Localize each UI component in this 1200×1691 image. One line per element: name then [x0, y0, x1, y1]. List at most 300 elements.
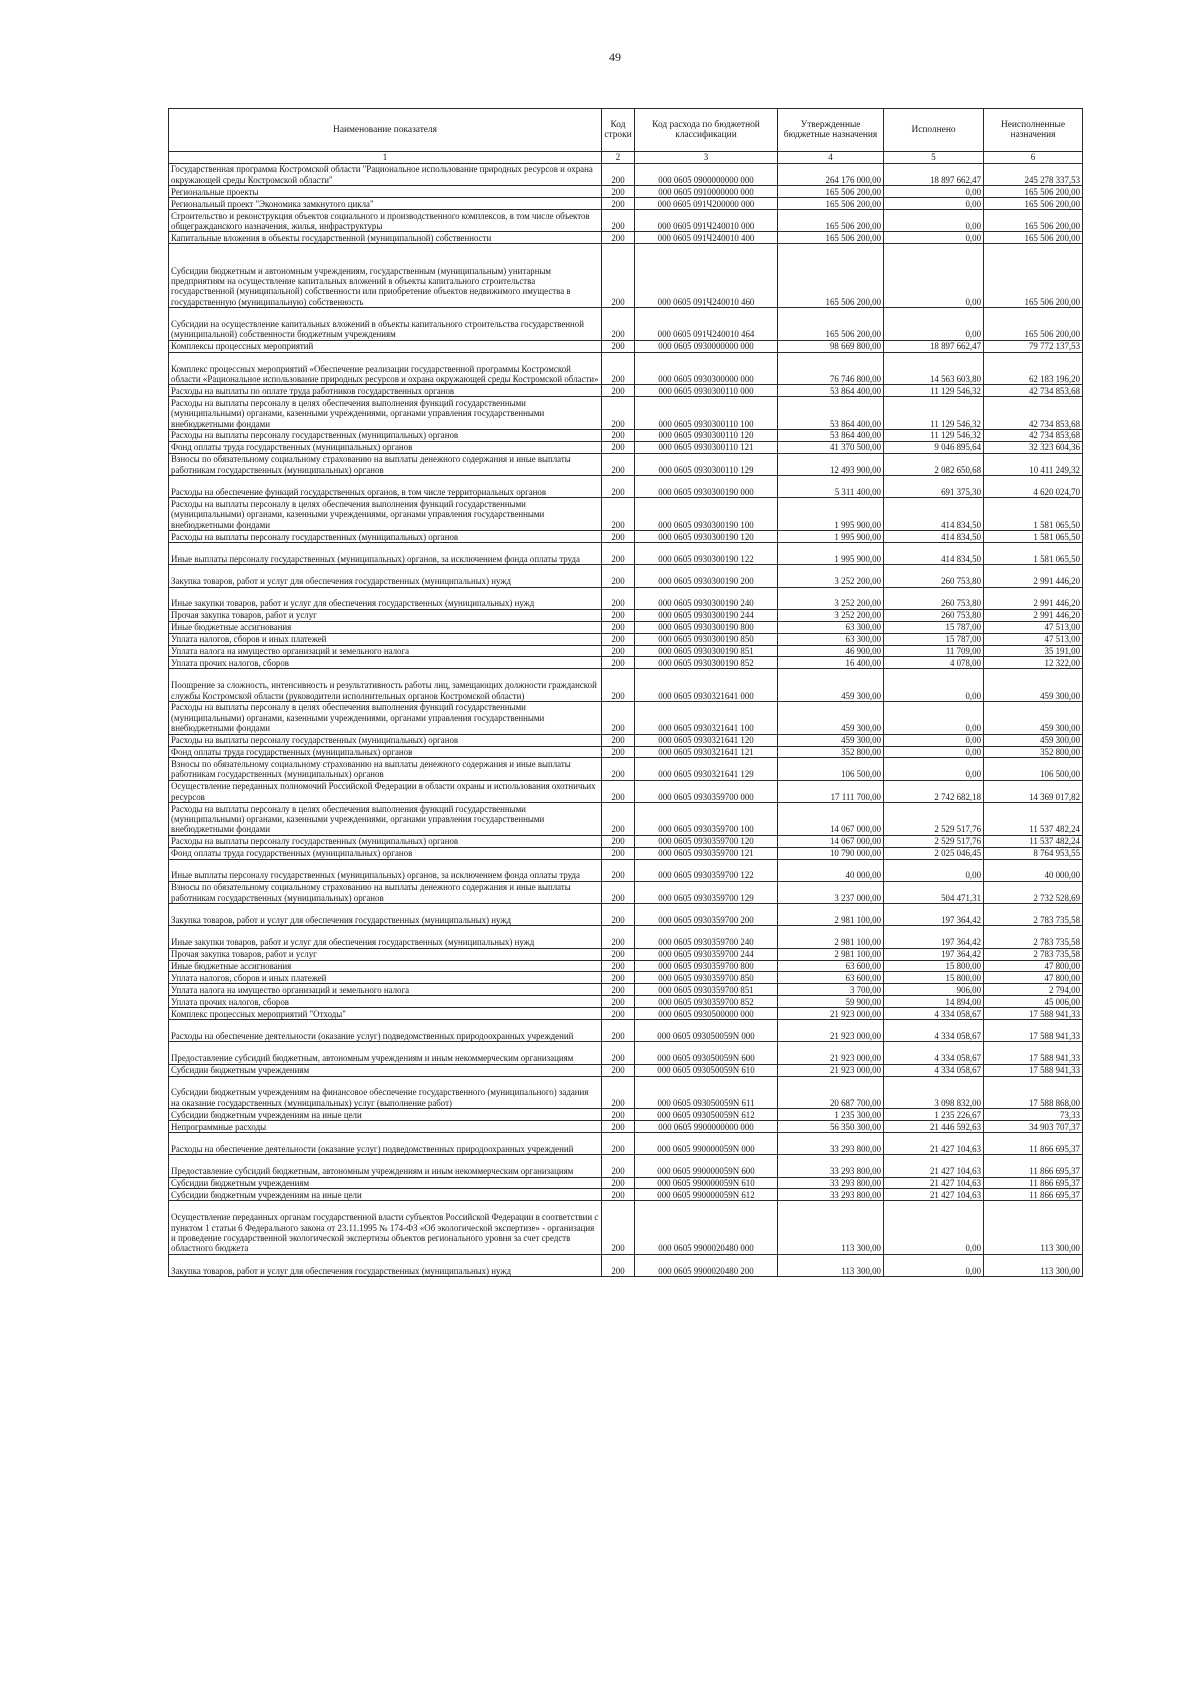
budget-code-cell: 000 0605 0930300000 000: [635, 352, 778, 385]
indicator-name-cell: Предоставление субсидий бюджетным, автономным учреждениям и иным некоммерческим организациям: [169, 1155, 602, 1177]
budget-code-cell: 000 0605 091Ч240010 000: [635, 210, 778, 232]
row-code-cell: 200: [602, 633, 635, 645]
budget-code-cell: 000 0605 0930359700 244: [635, 948, 778, 960]
executed-amount-cell: 2 742 682,18: [884, 780, 984, 802]
remaining-amount-cell: 165 506 200,00: [984, 186, 1083, 198]
approved-amount-cell: 165 506 200,00: [778, 210, 884, 232]
budget-code-cell: 000 0605 0930321641 100: [635, 701, 778, 734]
remaining-amount-cell: 42 734 853,68: [984, 430, 1083, 442]
table-row: [169, 1042, 1083, 1064]
indicator-name-cell: Прочая закупка товаров, работ и услуг: [169, 948, 602, 960]
row-code-cell: 200: [602, 210, 635, 232]
table-row: [169, 244, 1083, 308]
budget-code-cell: 000 0605 0930300190 120: [635, 531, 778, 543]
remaining-amount-cell: 459 300,00: [984, 701, 1083, 734]
indicator-name-cell: Взносы по обязательному социальному страхованию на выплаты денежного содержания и иные выплаты работникам государственных (муниципальных) органов: [169, 758, 602, 780]
approved-amount-cell: 21 923 000,00: [778, 1020, 884, 1042]
indicator-name-cell: Прочая закупка товаров, работ и услуг: [169, 609, 602, 621]
remaining-amount-cell: 1 581 065,50: [984, 498, 1083, 531]
row-code-cell: 200: [602, 1121, 635, 1133]
remaining-amount-cell: 47 800,00: [984, 960, 1083, 972]
remaining-amount-cell: 79 772 137,53: [984, 340, 1083, 352]
indicator-name-cell: Субсидии на осуществление капитальных вложений в объекты капитального строительства государственной (муниципальной) собственности бюджетным учреждениям: [169, 308, 602, 341]
row-code-cell: 200: [602, 1189, 635, 1201]
approved-amount-cell: 14 067 000,00: [778, 803, 884, 836]
row-code-cell: 200: [602, 803, 635, 836]
approved-amount-cell: 63 600,00: [778, 960, 884, 972]
executed-amount-cell: 0,00: [884, 746, 984, 758]
executed-amount-cell: 4 334 058,67: [884, 1008, 984, 1020]
row-code-cell: 200: [602, 1109, 635, 1121]
table-row: [169, 972, 1083, 984]
remaining-amount-cell: 17 588 868,00: [984, 1076, 1083, 1109]
remaining-amount-cell: 62 183 196,20: [984, 352, 1083, 385]
budget-code-cell: 000 0605 0930300110 129: [635, 453, 778, 475]
row-code-cell: 200: [602, 244, 635, 308]
row-code-cell: 200: [602, 1008, 635, 1020]
header-remaining: Неисполненные назначения: [984, 109, 1083, 152]
approved-amount-cell: 165 506 200,00: [778, 308, 884, 341]
table-row: [169, 746, 1083, 758]
remaining-amount-cell: 11 866 695,37: [984, 1155, 1083, 1177]
budget-code-cell: 000 0605 0930359700 240: [635, 926, 778, 948]
executed-amount-cell: 197 364,42: [884, 904, 984, 926]
indicator-name-cell: Комплексы процессных мероприятий: [169, 340, 602, 352]
page-number: 49: [609, 50, 621, 64]
approved-amount-cell: 1 995 900,00: [778, 498, 884, 531]
approved-amount-cell: 113 300,00: [778, 1201, 884, 1255]
row-code-cell: 200: [602, 859, 635, 881]
indicator-name-cell: Фонд оплаты труда государственных (муниципальных) органов: [169, 746, 602, 758]
budget-code-cell: 000 0605 0930300110 121: [635, 441, 778, 453]
table-row: [169, 1121, 1083, 1133]
executed-amount-cell: 0,00: [884, 308, 984, 341]
table-row: [169, 352, 1083, 385]
executed-amount-cell: 0,00: [884, 669, 984, 702]
table-row: [169, 609, 1083, 621]
budget-code-cell: 000 0605 0930359700 100: [635, 803, 778, 836]
indicator-name-cell: Осуществление переданных полномочий Российской Федерации в области охраны и использования охотничьих ресурсов: [169, 780, 602, 802]
executed-amount-cell: 1 235 226,67: [884, 1109, 984, 1121]
table-row: [169, 1155, 1083, 1177]
budget-code-cell: 000 0605 0930300110 000: [635, 385, 778, 397]
indicator-name-cell: Взносы по обязательному социальному страхованию на выплаты денежного содержания и иные выплаты работникам государственных (муниципальных) органов: [169, 453, 602, 475]
approved-amount-cell: 76 746 800,00: [778, 352, 884, 385]
budget-code-cell: 000 0605 0910000000 000: [635, 186, 778, 198]
row-code-cell: 200: [602, 1155, 635, 1177]
budget-code-cell: 000 0605 0930359700 800: [635, 960, 778, 972]
approved-amount-cell: 165 506 200,00: [778, 198, 884, 210]
table-header-row: [169, 109, 1083, 152]
approved-amount-cell: 53 864 400,00: [778, 385, 884, 397]
indicator-name-cell: Региональные проекты: [169, 186, 602, 198]
row-code-cell: 200: [602, 746, 635, 758]
table-row: [169, 657, 1083, 669]
approved-amount-cell: 12 493 900,00: [778, 453, 884, 475]
executed-amount-cell: 0,00: [884, 186, 984, 198]
remaining-amount-cell: 11 866 695,37: [984, 1189, 1083, 1201]
budget-code-cell: 000 0605 0930359700 121: [635, 847, 778, 859]
row-code-cell: 200: [602, 441, 635, 453]
remaining-amount-cell: 12 322,00: [984, 657, 1083, 669]
table-row: [169, 587, 1083, 609]
table-row: [169, 542, 1083, 564]
executed-amount-cell: 260 753,80: [884, 609, 984, 621]
remaining-amount-cell: 2 991 446,20: [984, 565, 1083, 587]
indicator-name-cell: Фонд оплаты труда государственных (муниципальных) органов: [169, 847, 602, 859]
remaining-amount-cell: 47 513,00: [984, 633, 1083, 645]
indicator-name-cell: Поощрение за сложность, интенсивность и результативность работы лиц, замещающих должности гражданской службы Костромской области (руководители исполнительных органов Костромской области): [169, 669, 602, 702]
approved-amount-cell: 33 293 800,00: [778, 1177, 884, 1189]
row-code-cell: 200: [602, 430, 635, 442]
table-row: [169, 1133, 1083, 1155]
table-row: [169, 1020, 1083, 1042]
remaining-amount-cell: 17 588 941,33: [984, 1008, 1083, 1020]
indicator-name-cell: Фонд оплаты труда государственных (муниципальных) органов: [169, 441, 602, 453]
remaining-amount-cell: 8 764 953,55: [984, 847, 1083, 859]
remaining-amount-cell: 4 620 024,70: [984, 476, 1083, 498]
approved-amount-cell: 3 700,00: [778, 984, 884, 996]
indicator-name-cell: Предоставление субсидий бюджетным, автономным учреждениям и иным некоммерческим организациям: [169, 1042, 602, 1064]
executed-amount-cell: 11 129 546,32: [884, 430, 984, 442]
indicator-name-cell: Комплекс процессных мероприятий «Обеспечение реализации государственной программы Костромской области «Рациональное использование природных ресурсов и охрана окружающей среды Костромской области»: [169, 352, 602, 385]
row-code-cell: 200: [602, 308, 635, 341]
indicator-name-cell: Расходы на обеспечение функций государственных органов, в том числе территориальных органов: [169, 476, 602, 498]
remaining-amount-cell: 113 300,00: [984, 1201, 1083, 1255]
row-code-cell: 200: [602, 587, 635, 609]
indicator-name-cell: Расходы на выплаты персоналу государственных (муниципальных) органов: [169, 835, 602, 847]
budget-code-cell: 000 0605 091Ч200000 000: [635, 198, 778, 210]
remaining-amount-cell: 45 006,00: [984, 996, 1083, 1008]
executed-amount-cell: 0,00: [884, 701, 984, 734]
table-row: [169, 996, 1083, 1008]
column-number: 4: [778, 152, 884, 164]
executed-amount-cell: 21 427 104,63: [884, 1177, 984, 1189]
indicator-name-cell: Расходы на выплаты персоналу в целях обеспечения выполнения функций государственными (муниципальными) органами, казенными учреждениями, органами управления государственными внебюджетными фондами: [169, 803, 602, 836]
remaining-amount-cell: 11 537 482,24: [984, 803, 1083, 836]
budget-code-cell: 000 0605 0930359700 129: [635, 881, 778, 903]
approved-amount-cell: 459 300,00: [778, 701, 884, 734]
executed-amount-cell: 691 375,30: [884, 476, 984, 498]
budget-code-cell: 000 0605 0930359700 120: [635, 835, 778, 847]
remaining-amount-cell: 17 588 941,33: [984, 1042, 1083, 1064]
table-row: [169, 734, 1083, 746]
indicator-name-cell: Иные закупки товаров, работ и услуг для обеспечения государственных (муниципальных) нужд: [169, 926, 602, 948]
remaining-amount-cell: 352 800,00: [984, 746, 1083, 758]
remaining-amount-cell: 47 800,00: [984, 972, 1083, 984]
row-code-cell: 200: [602, 397, 635, 430]
indicator-name-cell: Расходы на обеспечение деятельности (оказание услуг) подведомственных природоохранных учреждений: [169, 1020, 602, 1042]
remaining-amount-cell: 113 300,00: [984, 1254, 1083, 1276]
remaining-amount-cell: 106 500,00: [984, 758, 1083, 780]
executed-amount-cell: 0,00: [884, 734, 984, 746]
table-row: [169, 1189, 1083, 1201]
budget-code-cell: 000 0605 0930300190 244: [635, 609, 778, 621]
table-row: [169, 340, 1083, 352]
budget-code-cell: 000 0605 990000059N 000: [635, 1133, 778, 1155]
row-code-cell: 200: [602, 1042, 635, 1064]
approved-amount-cell: 20 687 700,00: [778, 1076, 884, 1109]
executed-amount-cell: 11 129 546,32: [884, 385, 984, 397]
budget-code-cell: 000 0605 0930300190 000: [635, 476, 778, 498]
approved-amount-cell: 63 600,00: [778, 972, 884, 984]
executed-amount-cell: 0,00: [884, 198, 984, 210]
remaining-amount-cell: 2 783 735,58: [984, 948, 1083, 960]
approved-amount-cell: 53 864 400,00: [778, 397, 884, 430]
table-row: [169, 476, 1083, 498]
indicator-name-cell: Расходы на выплаты персоналу государственных (муниципальных) органов: [169, 430, 602, 442]
approved-amount-cell: 21 923 000,00: [778, 1042, 884, 1064]
column-number: 3: [635, 152, 778, 164]
indicator-name-cell: Уплата прочих налогов, сборов: [169, 996, 602, 1008]
row-code-cell: 200: [602, 657, 635, 669]
remaining-amount-cell: 11 866 695,37: [984, 1133, 1083, 1155]
budget-code-cell: 000 0605 0930300190 122: [635, 542, 778, 564]
budget-code-cell: 000 0605 093050059N 612: [635, 1109, 778, 1121]
executed-amount-cell: 15 800,00: [884, 960, 984, 972]
executed-amount-cell: 0,00: [884, 244, 984, 308]
executed-amount-cell: 21 446 592,63: [884, 1121, 984, 1133]
row-code-cell: 200: [602, 881, 635, 903]
remaining-amount-cell: 1 581 065,50: [984, 531, 1083, 543]
table-row: [169, 164, 1083, 186]
row-code-cell: 200: [602, 542, 635, 564]
approved-amount-cell: 459 300,00: [778, 669, 884, 702]
indicator-name-cell: Расходы на выплаты персоналу государственных (муниципальных) органов: [169, 531, 602, 543]
budget-code-cell: 000 0605 091Ч240010 460: [635, 244, 778, 308]
table-row: [169, 186, 1083, 198]
indicator-name-cell: Уплата прочих налогов, сборов: [169, 657, 602, 669]
row-code-cell: 200: [602, 352, 635, 385]
table-row: [169, 960, 1083, 972]
table-row: [169, 835, 1083, 847]
executed-amount-cell: 21 427 104,63: [884, 1133, 984, 1155]
indicator-name-cell: Уплата налога на имущество организаций и земельного налога: [169, 645, 602, 657]
table-row: [169, 498, 1083, 531]
budget-code-cell: 000 0605 093050059N 000: [635, 1020, 778, 1042]
approved-amount-cell: 165 506 200,00: [778, 232, 884, 244]
executed-amount-cell: 0,00: [884, 859, 984, 881]
approved-amount-cell: 63 300,00: [778, 633, 884, 645]
remaining-amount-cell: 11 866 695,37: [984, 1177, 1083, 1189]
remaining-amount-cell: 42 734 853,68: [984, 397, 1083, 430]
table-row: [169, 308, 1083, 341]
executed-amount-cell: 0,00: [884, 1254, 984, 1276]
table-row: [169, 847, 1083, 859]
executed-amount-cell: 9 046 895,64: [884, 441, 984, 453]
budget-code-cell: 000 0605 0930321641 129: [635, 758, 778, 780]
remaining-amount-cell: 34 903 707,37: [984, 1121, 1083, 1133]
approved-amount-cell: 352 800,00: [778, 746, 884, 758]
budget-code-cell: 000 0605 0930300110 100: [635, 397, 778, 430]
row-code-cell: 200: [602, 531, 635, 543]
table-row: [169, 904, 1083, 926]
remaining-amount-cell: 47 513,00: [984, 621, 1083, 633]
row-code-cell: 200: [602, 1020, 635, 1042]
executed-amount-cell: 14 894,00: [884, 996, 984, 1008]
approved-amount-cell: 41 370 500,00: [778, 441, 884, 453]
approved-amount-cell: 59 900,00: [778, 996, 884, 1008]
header-budget-code: Код расхода по бюджетной классификации: [635, 109, 778, 152]
budget-code-cell: 000 0605 0930300190 852: [635, 657, 778, 669]
table-row: [169, 701, 1083, 734]
table-row: [169, 385, 1083, 397]
table-row: [169, 926, 1083, 948]
budget-code-cell: 000 0605 9900020480 000: [635, 1201, 778, 1255]
table-row: [169, 441, 1083, 453]
budget-code-cell: 000 0605 091Ч240010 400: [635, 232, 778, 244]
approved-amount-cell: 63 300,00: [778, 621, 884, 633]
budget-code-cell: 000 0605 0930359700 000: [635, 780, 778, 802]
remaining-amount-cell: 35 191,00: [984, 645, 1083, 657]
approved-amount-cell: 106 500,00: [778, 758, 884, 780]
remaining-amount-cell: 14 369 017,82: [984, 780, 1083, 802]
remaining-amount-cell: 459 300,00: [984, 669, 1083, 702]
executed-amount-cell: 0,00: [884, 232, 984, 244]
remaining-amount-cell: 2 783 735,58: [984, 904, 1083, 926]
indicator-name-cell: Субсидии бюджетным учреждениям: [169, 1064, 602, 1076]
table-row: [169, 565, 1083, 587]
executed-amount-cell: 2 529 517,76: [884, 803, 984, 836]
indicator-name-cell: Капитальные вложения в объекты государственной (муниципальной) собственности: [169, 232, 602, 244]
remaining-amount-cell: 32 323 604,36: [984, 441, 1083, 453]
column-number: 2: [602, 152, 635, 164]
row-code-cell: 200: [602, 701, 635, 734]
row-code-cell: 200: [602, 1177, 635, 1189]
indicator-name-cell: Уплата налогов, сборов и иных платежей: [169, 972, 602, 984]
table-row: [169, 948, 1083, 960]
table-row: [169, 1109, 1083, 1121]
indicator-name-cell: Субсидии бюджетным учреждениям на иные цели: [169, 1189, 602, 1201]
executed-amount-cell: 4 334 058,67: [884, 1020, 984, 1042]
row-code-cell: 200: [602, 1076, 635, 1109]
approved-amount-cell: 1 995 900,00: [778, 531, 884, 543]
budget-code-cell: 000 0605 091Ч240010 464: [635, 308, 778, 341]
executed-amount-cell: 197 364,42: [884, 948, 984, 960]
row-code-cell: 200: [602, 847, 635, 859]
approved-amount-cell: 3 237 000,00: [778, 881, 884, 903]
indicator-name-cell: Иные закупки товаров, работ и услуг для обеспечения государственных (муниципальных) нужд: [169, 587, 602, 609]
remaining-amount-cell: 165 506 200,00: [984, 244, 1083, 308]
approved-amount-cell: 33 293 800,00: [778, 1133, 884, 1155]
executed-amount-cell: 414 834,50: [884, 542, 984, 564]
budget-code-cell: 000 0605 0930359700 850: [635, 972, 778, 984]
row-code-cell: 200: [602, 164, 635, 186]
approved-amount-cell: 1 235 300,00: [778, 1109, 884, 1121]
executed-amount-cell: 15 787,00: [884, 633, 984, 645]
table-row: [169, 1201, 1083, 1255]
row-code-cell: 200: [602, 972, 635, 984]
row-code-cell: 200: [602, 984, 635, 996]
executed-amount-cell: 906,00: [884, 984, 984, 996]
table-row: [169, 803, 1083, 836]
approved-amount-cell: 98 669 800,00: [778, 340, 884, 352]
header-row-code: Код строки: [602, 109, 635, 152]
executed-amount-cell: 0,00: [884, 210, 984, 232]
row-code-cell: 200: [602, 1064, 635, 1076]
approved-amount-cell: 113 300,00: [778, 1254, 884, 1276]
table-row: [169, 1076, 1083, 1109]
budget-code-cell: 000 0605 0930300190 240: [635, 587, 778, 609]
approved-amount-cell: 14 067 000,00: [778, 835, 884, 847]
executed-amount-cell: 0,00: [884, 1201, 984, 1255]
executed-amount-cell: 18 897 662,47: [884, 340, 984, 352]
budget-code-cell: 000 0605 0930300190 850: [635, 633, 778, 645]
indicator-name-cell: Субсидии бюджетным учреждениям на иные цели: [169, 1109, 602, 1121]
executed-amount-cell: 0,00: [884, 758, 984, 780]
executed-amount-cell: 197 364,42: [884, 926, 984, 948]
column-number: 5: [884, 152, 984, 164]
row-code-cell: 200: [602, 904, 635, 926]
remaining-amount-cell: 10 411 249,32: [984, 453, 1083, 475]
indicator-name-cell: Закупка товаров, работ и услуг для обеспечения государственных (муниципальных) нужд: [169, 904, 602, 926]
indicator-name-cell: Уплата налогов, сборов и иных платежей: [169, 633, 602, 645]
indicator-name-cell: Региональный проект "Экономика замкнутого цикла": [169, 198, 602, 210]
budget-code-cell: 000 0605 0930321641 120: [635, 734, 778, 746]
approved-amount-cell: 1 995 900,00: [778, 542, 884, 564]
approved-amount-cell: 10 790 000,00: [778, 847, 884, 859]
remaining-amount-cell: 40 000,00: [984, 859, 1083, 881]
executed-amount-cell: 2 082 650,68: [884, 453, 984, 475]
budget-code-cell: 000 0605 0930000000 000: [635, 340, 778, 352]
row-code-cell: 200: [602, 780, 635, 802]
budget-code-cell: 000 0605 990000059N 612: [635, 1189, 778, 1201]
table-row: [169, 430, 1083, 442]
row-code-cell: 200: [602, 385, 635, 397]
approved-amount-cell: 17 111 700,00: [778, 780, 884, 802]
row-code-cell: 200: [602, 498, 635, 531]
executed-amount-cell: 4 334 058,67: [884, 1064, 984, 1076]
indicator-name-cell: Закупка товаров, работ и услуг для обеспечения государственных (муниципальных) нужд: [169, 565, 602, 587]
executed-amount-cell: 260 753,80: [884, 565, 984, 587]
approved-amount-cell: 459 300,00: [778, 734, 884, 746]
budget-code-cell: 000 0605 0930359700 200: [635, 904, 778, 926]
column-numbers-row: [169, 152, 1083, 164]
remaining-amount-cell: 2 732 528,69: [984, 881, 1083, 903]
executed-amount-cell: 15 800,00: [884, 972, 984, 984]
column-number: 1: [169, 152, 602, 164]
row-code-cell: 200: [602, 645, 635, 657]
budget-code-cell: 000 0605 0930300190 851: [635, 645, 778, 657]
row-code-cell: 200: [602, 232, 635, 244]
indicator-name-cell: Непрограммные расходы: [169, 1121, 602, 1133]
row-code-cell: 200: [602, 340, 635, 352]
budget-execution-table: [168, 108, 1083, 1277]
row-code-cell: 200: [602, 669, 635, 702]
indicator-name-cell: Иные бюджетные ассигнования: [169, 960, 602, 972]
remaining-amount-cell: 17 588 941,33: [984, 1064, 1083, 1076]
budget-code-cell: 000 0605 093050059N 610: [635, 1064, 778, 1076]
executed-amount-cell: 11 709,00: [884, 645, 984, 657]
approved-amount-cell: 56 350 300,00: [778, 1121, 884, 1133]
indicator-name-cell: Иные выплаты персоналу государственных (муниципальных) органов, за исключением фонда оплаты труда: [169, 542, 602, 564]
row-code-cell: 200: [602, 835, 635, 847]
table-row: [169, 633, 1083, 645]
budget-code-cell: 000 0605 0930321641 000: [635, 669, 778, 702]
budget-code-cell: 000 0605 0930359700 122: [635, 859, 778, 881]
header-approved: Утвержденные бюджетные назначения: [778, 109, 884, 152]
row-code-cell: 200: [602, 960, 635, 972]
indicator-name-cell: Взносы по обязательному социальному страхованию на выплаты денежного содержания и иные выплаты работникам государственных (муниципальных) органов: [169, 881, 602, 903]
table-row: [169, 1008, 1083, 1020]
row-code-cell: 200: [602, 198, 635, 210]
row-code-cell: 200: [602, 1201, 635, 1255]
remaining-amount-cell: 2 991 446,20: [984, 587, 1083, 609]
budget-code-cell: 000 0605 0930300190 200: [635, 565, 778, 587]
approved-amount-cell: 2 981 100,00: [778, 904, 884, 926]
approved-amount-cell: 3 252 200,00: [778, 609, 884, 621]
remaining-amount-cell: 2 783 735,58: [984, 926, 1083, 948]
